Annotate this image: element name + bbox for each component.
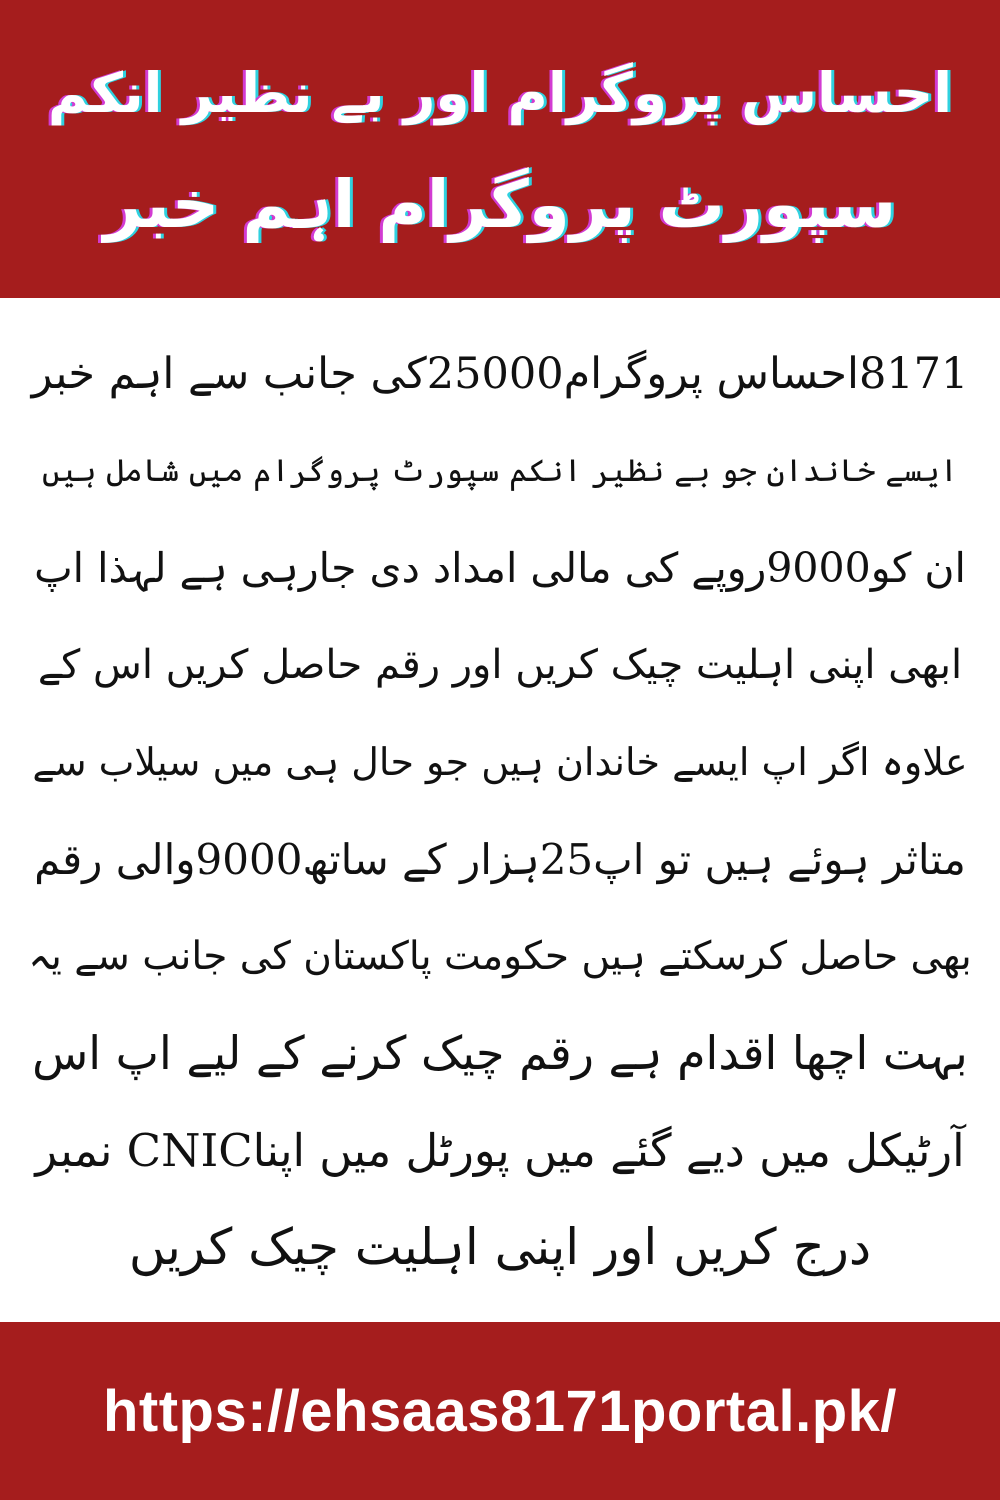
article-line-8: بہت اچھا اقدام ہے رقم چیک کرنے کے لیے اپ اس: [32, 1026, 968, 1080]
article-line-1: 8171احساس پروگرام25000کی جانب سے اہم خبر: [31, 349, 969, 399]
header-banner: [0, 0, 1000, 298]
article-line-4: ابھی اپنی اہلیت چیک کریں اور رقم حاصل کریں اس کے: [37, 642, 963, 688]
title-line-2: سپورٹ پروگرام اہم خبر: [103, 166, 897, 243]
article-body: [0, 312, 1000, 1312]
title-line-1: احساس پروگرام اور بے نظیر انکم: [47, 61, 953, 125]
portal-url-link[interactable]: https://ehsaas8171portal.pk/: [102, 1378, 898, 1444]
footer-banner: [0, 1322, 1000, 1500]
article-line-9: آرٹیکل میں دیے گئے میں پورٹل میں اپناCNIC نمبر: [35, 1124, 965, 1177]
article-line-2: ایسے خاندان جو بے نظیر انکم سپورٹ پروگرام میں شامل ہیں: [42, 453, 958, 489]
article-line-7: بھی حاصل کرسکتے ہیں حکومت پاکستان کی جانب سے یہ: [28, 934, 972, 979]
article-line-6: متاثر ہوئے ہیں تو اپ25ہزار کے ساتھ9000والی رقم: [34, 835, 966, 884]
article-line-10: درج کریں اور اپنی اہلیت چیک کریں: [128, 1218, 872, 1276]
article-line-3: ان کو9000روپے کی مالی امداد دی جارہی ہے لہذا اپ: [34, 544, 966, 592]
article-line-5: علاوہ اگر اپ ایسے خاندان ہیں جو حال ہی میں سیلاب سے: [32, 740, 968, 784]
